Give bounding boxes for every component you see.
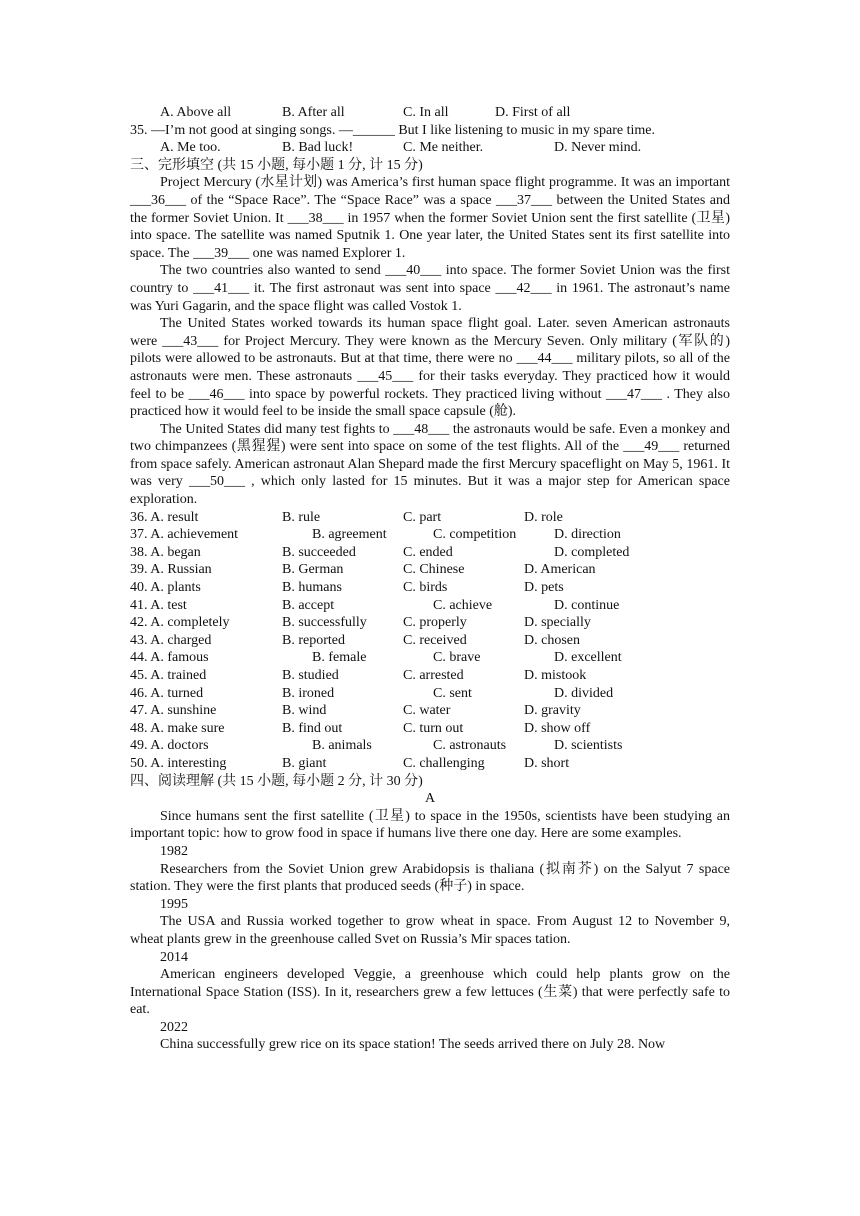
entry-year-4: 2022 xyxy=(160,1019,188,1035)
cloze-question-row xyxy=(130,597,730,615)
q35-stem xyxy=(130,122,730,140)
cloze-option: D. mistook xyxy=(524,668,587,683)
q35-option-b: B. Bad luck! xyxy=(282,140,354,156)
cloze-paragraph-4: The United States did many test fights to ___48___ the astronauts would be safe. Even a monkey and two chimpanzees (黑猩猩) were sent into space on some of the test flights. All of the ___49___ returned from space safely. American astronaut Alan Shepard made the first Mercury spaceflight on May 5, 1961. It was very ___50___ , which only lasted for 15 minutes. But it was a major step for American space exploration. xyxy=(130,421,730,508)
cloze-option: B. successfully xyxy=(282,615,367,631)
cloze-option: D. specially xyxy=(524,615,591,631)
cloze-question-row xyxy=(130,702,730,720)
cloze-question-row xyxy=(130,544,730,562)
cloze-option: C. astronauts xyxy=(433,738,507,754)
q34-option-a: A. Above all xyxy=(160,105,232,120)
cloze-option: 39. A. Russian xyxy=(130,562,212,578)
cloze-option: 46. A. turned xyxy=(130,685,204,701)
cloze-option: B. giant xyxy=(282,755,327,771)
cloze-option: 41. A. test xyxy=(130,597,187,613)
entry-year-2: 1995 xyxy=(160,896,188,912)
q34-option-b: B. After all xyxy=(282,105,345,120)
cloze-option: 36. A. result xyxy=(130,509,199,525)
cloze-option: C. challenging xyxy=(403,755,485,771)
cloze-option: D. role xyxy=(524,509,563,525)
cloze-option: D. scientists xyxy=(554,738,623,754)
cloze-question-row xyxy=(130,649,730,667)
cloze-option: 38. A. began xyxy=(130,544,201,560)
cloze-option: 45. A. trained xyxy=(130,668,207,683)
cloze-option: 42. A. completely xyxy=(130,615,230,631)
cloze-option: 40. A. plants xyxy=(130,580,201,596)
cloze-option: C. birds xyxy=(403,580,448,596)
cloze-option: C. arrested xyxy=(403,668,464,683)
cloze-question-row xyxy=(130,737,730,755)
cloze-option: D. completed xyxy=(554,544,630,560)
cloze-paragraph-2: The two countries also wanted to send ___40___ into space. The former Soviet Union was the first country to ___41___ it. The first astronaut was sent into space ___42___ in 1961. The astronaut’s name was Yuri Gagarin, and the space flight was called Vostok 1. xyxy=(130,263,730,314)
cloze-question-row xyxy=(130,667,730,685)
entry-year-3: 2014 xyxy=(160,949,188,965)
entry-text-1: Researchers from the Soviet Union grew Arabidopsis is thaliana (拟南芥) on the Salyut 7 space station. They were the first plants that produced seeds (种子) in space. xyxy=(130,861,730,895)
cloze-option: B. succeeded xyxy=(282,544,356,560)
cloze-option: D. chosen xyxy=(524,632,580,648)
q35-option-c: C. Me neither. xyxy=(403,140,484,156)
cloze-option: C. properly xyxy=(403,615,467,631)
cloze-option: 48. A. make sure xyxy=(130,720,225,736)
cloze-question-row xyxy=(130,509,730,527)
q35-option-a: A. Me too. xyxy=(160,140,221,156)
cloze-option: B. humans xyxy=(282,580,342,596)
section4-title xyxy=(130,773,730,791)
cloze-option: D. short xyxy=(524,755,570,771)
passage-label: A xyxy=(424,791,436,807)
cloze-option: B. agreement xyxy=(312,527,387,543)
cloze-option: C. received xyxy=(403,632,467,648)
cloze-questions xyxy=(130,509,730,773)
cloze-paragraph-1: Project Mercury (水星计划) was America’s first human space flight programme. It was an important ___36___ of the “Space Race”. The “Space Race” was a space ___37___ between the United States and the former Soviet Union. It ___38___ in 1957 when the former Soviet Union sent the first satellite (卫星) into space. The satellite was named Sputnik 1. One year later, the United States sent its first satellite into space. The ___39___ one was named Explorer 1. xyxy=(130,175,730,261)
cloze-option: C. ended xyxy=(403,544,453,560)
cloze-option: C. competition xyxy=(433,527,517,543)
q35-stem-text: 35. —I’m not good at singing songs. —______ But I like listening to music in my spare time. xyxy=(130,122,655,138)
cloze-question-row xyxy=(130,685,730,703)
entry-text-4: China successfully grew rice on its space station! The seeds arrived there on July 28. Now xyxy=(160,1037,666,1053)
cloze-question-row xyxy=(130,755,730,773)
cloze-option: C. sent xyxy=(433,685,472,701)
q35-options xyxy=(130,139,730,157)
cloze-option: C. brave xyxy=(433,650,481,666)
cloze-option: D. excellent xyxy=(554,650,622,666)
cloze-option: B. female xyxy=(312,650,367,666)
cloze-option: 43. A. charged xyxy=(130,632,212,648)
cloze-option: 49. A. doctors xyxy=(130,738,209,754)
cloze-option: C. part xyxy=(403,509,442,525)
section4-title-text: 四、阅读理解 (共 15 小题, 每小题 2 分, 计 30 分) xyxy=(130,773,423,789)
entry-text-3: American engineers developed Veggie, a greenhouse which could help plants grow on the International Space Station (ISS). In it, researchers grew a few lettuces (生菜) that were perfectly safe to eat. xyxy=(130,967,730,1018)
cloze-question-row xyxy=(130,526,730,544)
cloze-option: D. direction xyxy=(554,527,621,543)
section3-title-text: 三、完形填空 (共 15 小题, 每小题 1 分, 计 15 分) xyxy=(130,157,423,173)
q35-option-d: D. Never mind. xyxy=(554,140,642,156)
cloze-option: B. accept xyxy=(282,597,335,613)
cloze-option: C. Chinese xyxy=(403,562,465,578)
cloze-option: 37. A. achievement xyxy=(130,527,239,543)
cloze-question-row xyxy=(130,632,730,650)
cloze-question-row xyxy=(130,561,730,579)
cloze-option: D. continue xyxy=(554,597,620,613)
q34-option-d: D. First of all xyxy=(495,105,571,120)
cloze-paragraph-3: The United States worked towards its human space flight goal. Later. seven American astronauts were ___43___ for Project Mercury. They were known as the Mercury Seven. Only military (军队的) pilots were allowed to be astronauts. But at that time, there were no ___44___ military pilots, so all of the astronauts were men. These astronauts ___45___ for their tasks everyday. They practiced how it would feel to be ___46___ into space by powerful rockets. They practiced living without ___47___ . They also practiced how it would feel to be inside the small space capsule (舱). xyxy=(130,316,730,420)
cloze-option: B. find out xyxy=(282,720,343,736)
cloze-option: D. gravity xyxy=(524,703,581,719)
cloze-option: C. achieve xyxy=(433,597,493,613)
exam-page xyxy=(130,104,730,1054)
cloze-option: D. divided xyxy=(554,685,614,701)
cloze-option: D. pets xyxy=(524,580,564,596)
cloze-question-row xyxy=(130,720,730,738)
cloze-option: D. show off xyxy=(524,720,591,736)
section3-title xyxy=(130,157,730,175)
reading-intro: Since humans sent the first satellite (卫星) to space in the 1950s, scientists have been studying an important topic: how to grow food in space if humans live there one day. Here are some examples. xyxy=(130,808,730,842)
entry-year-1: 1982 xyxy=(160,843,188,859)
cloze-option: B. reported xyxy=(282,632,345,648)
entry-text-2: The USA and Russia worked together to grow wheat in space. From August 12 to November 9, wheat plants grew in the greenhouse called Svet on Russia’s Mir spaces tation. xyxy=(130,914,730,947)
cloze-option: 47. A. sunshine xyxy=(130,703,217,719)
cloze-option: B. rule xyxy=(282,509,321,525)
cloze-option: D. American xyxy=(524,562,596,578)
cloze-option: B. ironed xyxy=(282,685,335,701)
cloze-option: B. German xyxy=(282,562,344,578)
q34-option-c: C. In all xyxy=(403,105,449,120)
cloze-option: C. turn out xyxy=(403,720,464,736)
q34-options xyxy=(130,104,730,122)
cloze-option: B. wind xyxy=(282,703,327,719)
cloze-option: 50. A. interesting xyxy=(130,755,227,771)
cloze-option: 44. A. famous xyxy=(130,650,209,666)
cloze-question-row xyxy=(130,614,730,632)
cloze-question-row xyxy=(130,579,730,597)
cloze-option: B. animals xyxy=(312,738,372,754)
cloze-option: B. studied xyxy=(282,668,339,683)
cloze-option: C. water xyxy=(403,703,451,719)
